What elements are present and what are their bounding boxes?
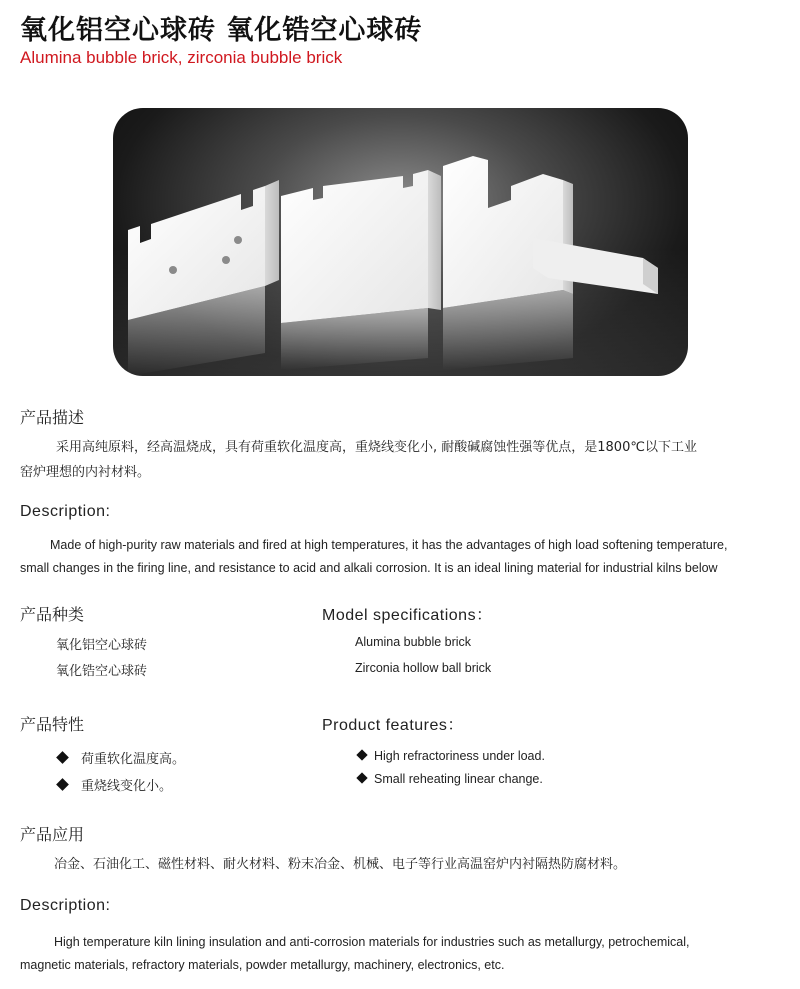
page-title: 氧化铝空心球砖 氧化锆空心球砖 bbox=[20, 15, 423, 46]
description-cn-line2: 窑炉理想的内衬材料。 bbox=[20, 465, 151, 480]
application-en-heading: Description: bbox=[20, 897, 111, 914]
types-en-item: Zirconia hollow ball brick bbox=[355, 661, 492, 675]
types-cn-item: 氧化锆空心球砖 bbox=[56, 664, 148, 679]
page-subtitle: Alumina bubble brick, zirconia bubble brick bbox=[20, 48, 343, 67]
description-en-heading: Description: bbox=[20, 503, 111, 520]
description-en-line1: Made of high-purity raw materials and fired at high temperatures, it has the advantages of high load softening temperature, bbox=[50, 538, 728, 552]
features-en-heading: Product features： bbox=[322, 717, 464, 734]
application-en-line2: magnetic materials, refractory materials, powder metallurgy, machinery, electronics, etc. bbox=[20, 958, 505, 972]
feature-cn-item bbox=[58, 748, 185, 767]
types-cn-item: 氧化铝空心球砖 bbox=[56, 638, 148, 653]
brick-middle bbox=[281, 170, 441, 370]
description-en-line2: small changes in the firing line, and resistance to acid and alkali corrosion. It is an ideal lining material for industrial kilns below bbox=[20, 561, 718, 575]
application-cn-heading: 产品应用 bbox=[20, 825, 85, 844]
description-cn-line1: 采用高纯原料，经高温烧成，具有荷重软化温度高，重烧线变化小, 耐酸碱腐蚀性强等优点，是1800℃以下工业 bbox=[56, 440, 697, 455]
feature-en-text: High refractoriness under load. bbox=[374, 749, 545, 763]
diamond-bullet-icon bbox=[356, 772, 367, 783]
diamond-bullet-icon bbox=[56, 778, 69, 791]
diamond-bullet-icon bbox=[356, 749, 367, 760]
feature-cn-text: 重烧线变化小。 bbox=[81, 779, 173, 794]
features-cn-heading: 产品特性 bbox=[20, 715, 85, 734]
product-photo bbox=[113, 108, 688, 376]
description-cn-heading: 产品描述 bbox=[20, 408, 85, 427]
diamond-bullet-icon bbox=[56, 751, 69, 764]
feature-en-text: Small reheating linear change. bbox=[374, 772, 543, 786]
feature-en-item bbox=[358, 749, 545, 763]
types-en-item: Alumina bubble brick bbox=[355, 635, 472, 649]
feature-cn-item bbox=[58, 775, 172, 794]
types-en-heading: Model specifications： bbox=[322, 607, 493, 624]
application-en-line1: High temperature kiln lining insulation and anti-corrosion materials for industries such as metallurgy, petrochemical, bbox=[54, 935, 690, 949]
types-cn-heading: 产品种类 bbox=[20, 605, 85, 624]
brick-left bbox=[128, 180, 279, 376]
application-cn-text: 冶金、石油化工、磁性材料、耐火材料、粉末冶金、机械、电子等行业高温窑炉内衬隔热防腐材料。 bbox=[54, 857, 627, 872]
feature-cn-text: 荷重软化温度高。 bbox=[81, 752, 186, 767]
feature-en-item bbox=[358, 772, 543, 786]
